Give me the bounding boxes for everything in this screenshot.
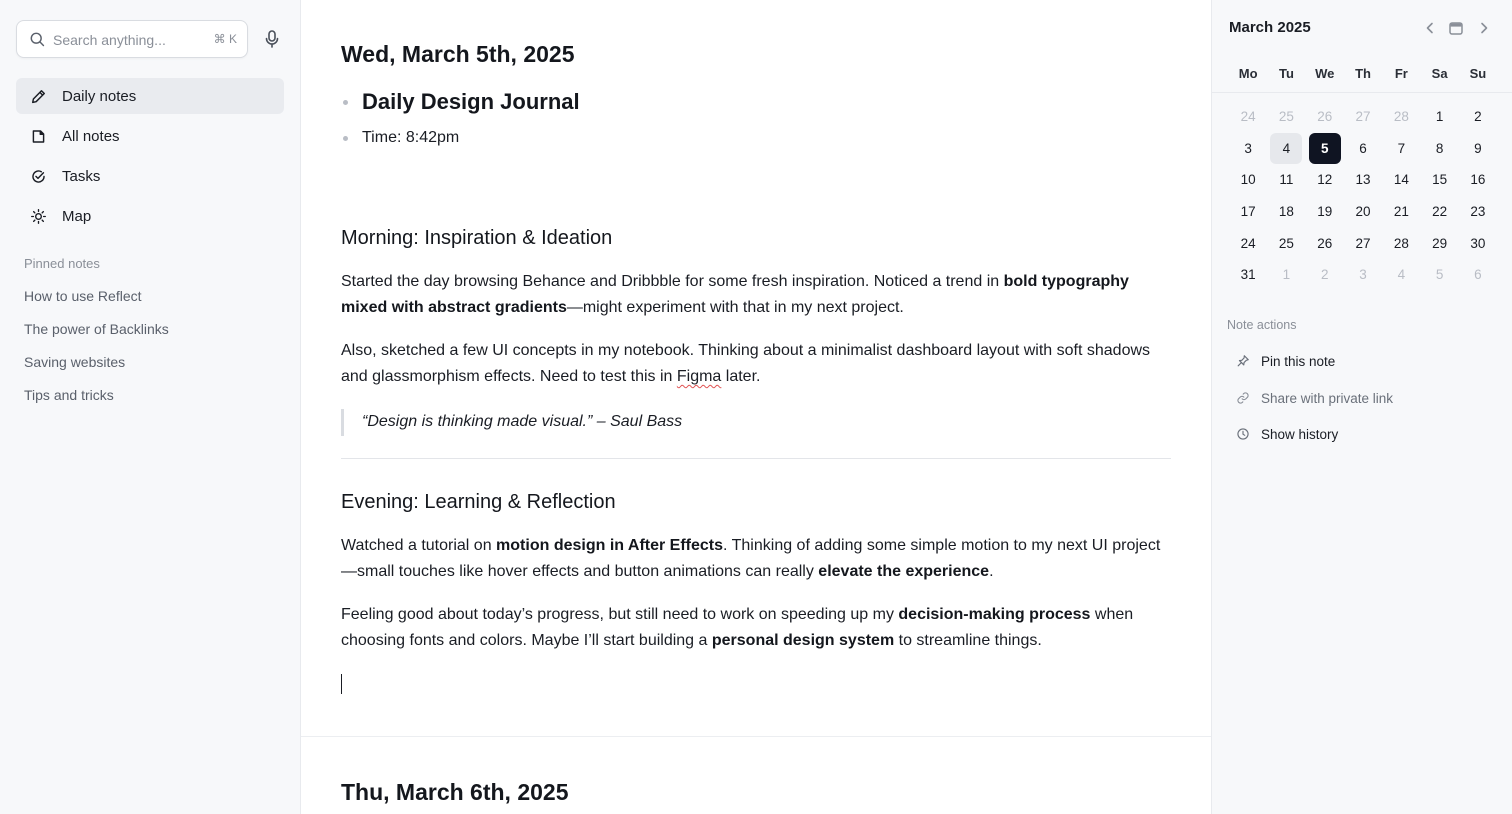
calendar-day-number: 24 xyxy=(1240,235,1256,251)
calendar-day-number: 19 xyxy=(1317,204,1333,220)
nav-label: Map xyxy=(62,207,92,225)
evening-heading: Evening: Learning & Reflection xyxy=(341,491,616,513)
text: when choosing fonts and colors. Maybe I’ll start building a xyxy=(341,606,1134,649)
calendar-day[interactable] xyxy=(1306,101,1344,133)
calendar-day-number: 20 xyxy=(1355,204,1371,220)
calendar-day[interactable] xyxy=(1267,227,1305,259)
nav-label: Daily notes xyxy=(62,87,137,105)
calendar-day[interactable] xyxy=(1344,101,1382,133)
chevron-left-icon[interactable] xyxy=(1422,20,1438,36)
bold-text: elevate the experience xyxy=(818,563,990,580)
calendar-day[interactable] xyxy=(1459,227,1497,259)
weekday-label: Fr xyxy=(1394,66,1408,81)
calendar-day[interactable] xyxy=(1420,164,1458,196)
paragraph-morning-2 xyxy=(341,338,1171,390)
bullet-dot xyxy=(343,136,348,141)
calendar-day[interactable] xyxy=(1267,101,1305,133)
calendar-day[interactable] xyxy=(1229,133,1267,165)
calendar-day-number: 26 xyxy=(1317,235,1333,251)
calendar-day[interactable] xyxy=(1229,101,1267,133)
bold-text: decision-making process xyxy=(898,606,1091,623)
pinned-note-how-to-use-reflect[interactable]: How to use Reflect xyxy=(24,288,142,304)
weekday-label: We xyxy=(1315,66,1335,81)
pencil-icon xyxy=(30,88,47,105)
calendar-day[interactable] xyxy=(1344,196,1382,228)
calendar-day[interactable] xyxy=(1306,196,1344,228)
calendar-day-number: 27 xyxy=(1355,109,1371,125)
bold-text: personal design system xyxy=(711,632,895,649)
pinned-note-saving-websites[interactable]: Saving websites xyxy=(24,354,126,370)
main-nav xyxy=(16,78,284,238)
calendar-day-number: 10 xyxy=(1240,172,1256,188)
calendar-day[interactable] xyxy=(1382,164,1420,196)
calendar-day-number: 1 xyxy=(1435,109,1444,125)
calendar-day-number: 25 xyxy=(1278,109,1294,125)
calendar-day-number: 22 xyxy=(1432,204,1448,220)
search-input[interactable] xyxy=(53,30,213,50)
calendar-day-number: 5 xyxy=(1435,267,1444,283)
note-actions-heading: Note actions xyxy=(1227,318,1297,332)
check-circle-icon xyxy=(30,168,47,185)
nav-item-all-notes[interactable] xyxy=(16,118,284,154)
calendar-day[interactable] xyxy=(1344,133,1382,165)
calendar-day[interactable] xyxy=(1306,227,1344,259)
calendar-day[interactable] xyxy=(1267,259,1305,291)
calendar-day[interactable] xyxy=(1382,196,1420,228)
search-icon xyxy=(29,31,46,48)
calendar-day[interactable] xyxy=(1420,227,1458,259)
calendar-day-number: 11 xyxy=(1279,172,1294,188)
pin-icon xyxy=(1236,354,1250,368)
calendar-day[interactable] xyxy=(1267,133,1305,165)
calendar-day[interactable] xyxy=(1344,164,1382,196)
calendar-day-number: 3 xyxy=(1244,140,1252,156)
nav-label: Tasks xyxy=(62,167,101,185)
calendar-day-number: 13 xyxy=(1355,172,1371,188)
calendar-day[interactable] xyxy=(1344,227,1382,259)
calendar-day-number: 15 xyxy=(1432,172,1448,188)
calendar-day-number: 25 xyxy=(1278,235,1294,251)
right-panel xyxy=(1211,0,1512,814)
text: —might experiment with that in my next project. xyxy=(566,299,904,316)
calendar-day[interactable] xyxy=(1459,133,1497,165)
text: . Thinking of adding some simple motion to my next UI project—small touches like hover effects and button animations can really xyxy=(341,537,1161,580)
text: later. xyxy=(721,368,761,385)
calendar-day-number: 6 xyxy=(1474,267,1482,283)
nav-label: All notes xyxy=(62,127,120,145)
link-icon xyxy=(1236,391,1250,405)
calendar-day-number: 5 xyxy=(1309,133,1341,164)
text: Also, sketched a few UI concepts in my notebook. Thinking about a minimalist dashboard layout with soft shadows and glassmorphism effects. Need to test this in xyxy=(341,342,1151,385)
paragraph-evening-1 xyxy=(341,533,1171,585)
calendar-today-icon[interactable] xyxy=(1448,20,1464,36)
calendar-month-title: March 2025 xyxy=(1229,19,1311,36)
pin-note-label: Pin this note xyxy=(1261,353,1336,369)
calendar-day-number: 7 xyxy=(1397,140,1406,156)
calendar-day-number: 29 xyxy=(1432,235,1448,251)
share-link-label: Share with private link xyxy=(1261,390,1394,406)
calendar-day-number: 9 xyxy=(1474,140,1482,156)
nav-item-tasks[interactable] xyxy=(16,158,284,194)
chevron-right-icon[interactable] xyxy=(1476,20,1492,36)
calendar-day-number: 17 xyxy=(1240,204,1256,220)
morning-heading: Morning: Inspiration & Ideation xyxy=(341,227,613,249)
calendar-day[interactable] xyxy=(1420,101,1458,133)
show-history-button[interactable] xyxy=(1236,424,1338,444)
calendar-day-number: 26 xyxy=(1317,109,1333,125)
calendar-day[interactable] xyxy=(1306,259,1344,291)
calendar-day[interactable] xyxy=(1382,133,1420,165)
calendar-day-number: 18 xyxy=(1278,204,1294,220)
calendar-day-number: 23 xyxy=(1470,204,1486,220)
calendar-day[interactable] xyxy=(1420,259,1458,291)
calendar-day[interactable] xyxy=(1420,133,1458,165)
calendar-day[interactable] xyxy=(1382,227,1420,259)
calendar-divider xyxy=(1212,92,1512,93)
calendar-day[interactable] xyxy=(1459,196,1497,228)
pinned-notes-heading: Pinned notes xyxy=(24,256,100,271)
calendar-day[interactable] xyxy=(1344,259,1382,291)
calendar-day-number: 12 xyxy=(1317,172,1333,188)
calendar-day-number: 16 xyxy=(1470,172,1486,188)
share-link-button[interactable] xyxy=(1236,388,1393,408)
pinned-note-power-of-backlinks[interactable]: The power of Backlinks xyxy=(24,321,169,337)
pinned-note-tips-and-tricks[interactable]: Tips and tricks xyxy=(24,387,114,403)
weekday-label: Tu xyxy=(1278,66,1294,81)
microphone-icon[interactable] xyxy=(262,29,282,49)
calendar-day-number: 28 xyxy=(1393,109,1409,125)
search-shortcut: ⌘ K xyxy=(213,32,237,46)
weekday-label: Mo xyxy=(1238,66,1258,81)
weekday-label: Su xyxy=(1469,66,1487,81)
calendar-day-number: 2 xyxy=(1474,109,1482,125)
bullet-dot xyxy=(343,100,348,105)
calendar-weekdays xyxy=(1229,66,1497,82)
sun-icon xyxy=(30,208,47,225)
calendar-day[interactable] xyxy=(1229,196,1267,228)
journal-title: Daily Design Journal xyxy=(362,89,580,114)
calendar-day[interactable] xyxy=(1267,164,1305,196)
bullet-journal-title[interactable] xyxy=(341,89,580,115)
show-history-label: Show history xyxy=(1261,426,1339,442)
calendar-day[interactable] xyxy=(1306,164,1344,196)
calendar-day[interactable] xyxy=(1382,259,1420,291)
paragraph-morning-1 xyxy=(341,269,1171,321)
calendar-day[interactable] xyxy=(1229,259,1267,291)
left-sidebar xyxy=(0,0,301,814)
calendar-day-selected[interactable] xyxy=(1306,133,1344,165)
calendar-day[interactable] xyxy=(1459,101,1497,133)
calendar-day[interactable] xyxy=(1229,227,1267,259)
calendar-day[interactable] xyxy=(1229,164,1267,196)
calendar-day-number: 8 xyxy=(1435,140,1444,156)
notes-icon xyxy=(30,128,47,145)
calendar-day[interactable] xyxy=(1459,164,1497,196)
calendar-day-number: 3 xyxy=(1359,267,1367,283)
weekday-label: Sa xyxy=(1431,66,1448,81)
calendar-day-number: 27 xyxy=(1355,235,1371,251)
calendar-day-number: 30 xyxy=(1470,235,1486,251)
bold-text: motion design in After Effects xyxy=(496,537,724,554)
calendar-day-number: 21 xyxy=(1393,204,1409,220)
calendar-day-number: 4 xyxy=(1270,133,1302,164)
calendar-day-number: 31 xyxy=(1240,267,1256,283)
text: Feeling good about today’s progress, but still need to work on speeding up my xyxy=(341,606,899,623)
bold-text: bold typography mixed with abstract gradients xyxy=(341,273,1129,316)
text: to streamline things. xyxy=(894,632,1042,649)
journal-time: Time: 8:42pm xyxy=(362,129,460,146)
paragraph-evening-2 xyxy=(341,602,1171,654)
blockquote: “Design is thinking made visual.” – Saul Bass xyxy=(341,409,682,436)
next-note-date-heading[interactable]: Thu, March 6th, 2025 xyxy=(341,779,569,805)
text: Started the day browsing Behance and Dribbble for some fresh inspiration. Noticed a trend in xyxy=(341,273,1004,290)
horizontal-divider xyxy=(341,458,1171,459)
text-caret xyxy=(341,674,342,694)
nav-item-daily-notes[interactable] xyxy=(16,78,284,114)
calendar-day[interactable] xyxy=(1267,196,1305,228)
calendar-day-number: 4 xyxy=(1397,267,1406,283)
pin-note-button[interactable] xyxy=(1236,351,1335,371)
nav-item-map[interactable] xyxy=(16,198,284,234)
calendar-day[interactable] xyxy=(1420,196,1458,228)
calendar-day-number: 14 xyxy=(1393,172,1409,188)
calendar-day-number: 2 xyxy=(1320,267,1329,283)
calendar-day[interactable] xyxy=(1382,101,1420,133)
calendar-day-number: 1 xyxy=(1282,267,1291,283)
search-box[interactable] xyxy=(16,20,248,58)
text: . xyxy=(989,563,994,580)
note-editor[interactable] xyxy=(301,0,1211,814)
clock-icon xyxy=(1236,427,1250,441)
weekday-label: Th xyxy=(1355,66,1371,81)
text: Watched a tutorial on xyxy=(341,537,497,554)
misspelled-word[interactable]: Figma xyxy=(676,368,722,385)
calendar-day-number: 28 xyxy=(1393,235,1409,251)
bullet-journal-time[interactable] xyxy=(341,129,459,147)
calendar-grid xyxy=(1229,101,1497,291)
calendar-day-number: 24 xyxy=(1240,109,1256,125)
day-separator xyxy=(301,736,1211,737)
calendar-day[interactable] xyxy=(1459,259,1497,291)
calendar-day-number: 6 xyxy=(1359,140,1367,156)
note-date-heading: Wed, March 5th, 2025 xyxy=(341,41,575,67)
pinned-notes-list xyxy=(24,287,169,419)
